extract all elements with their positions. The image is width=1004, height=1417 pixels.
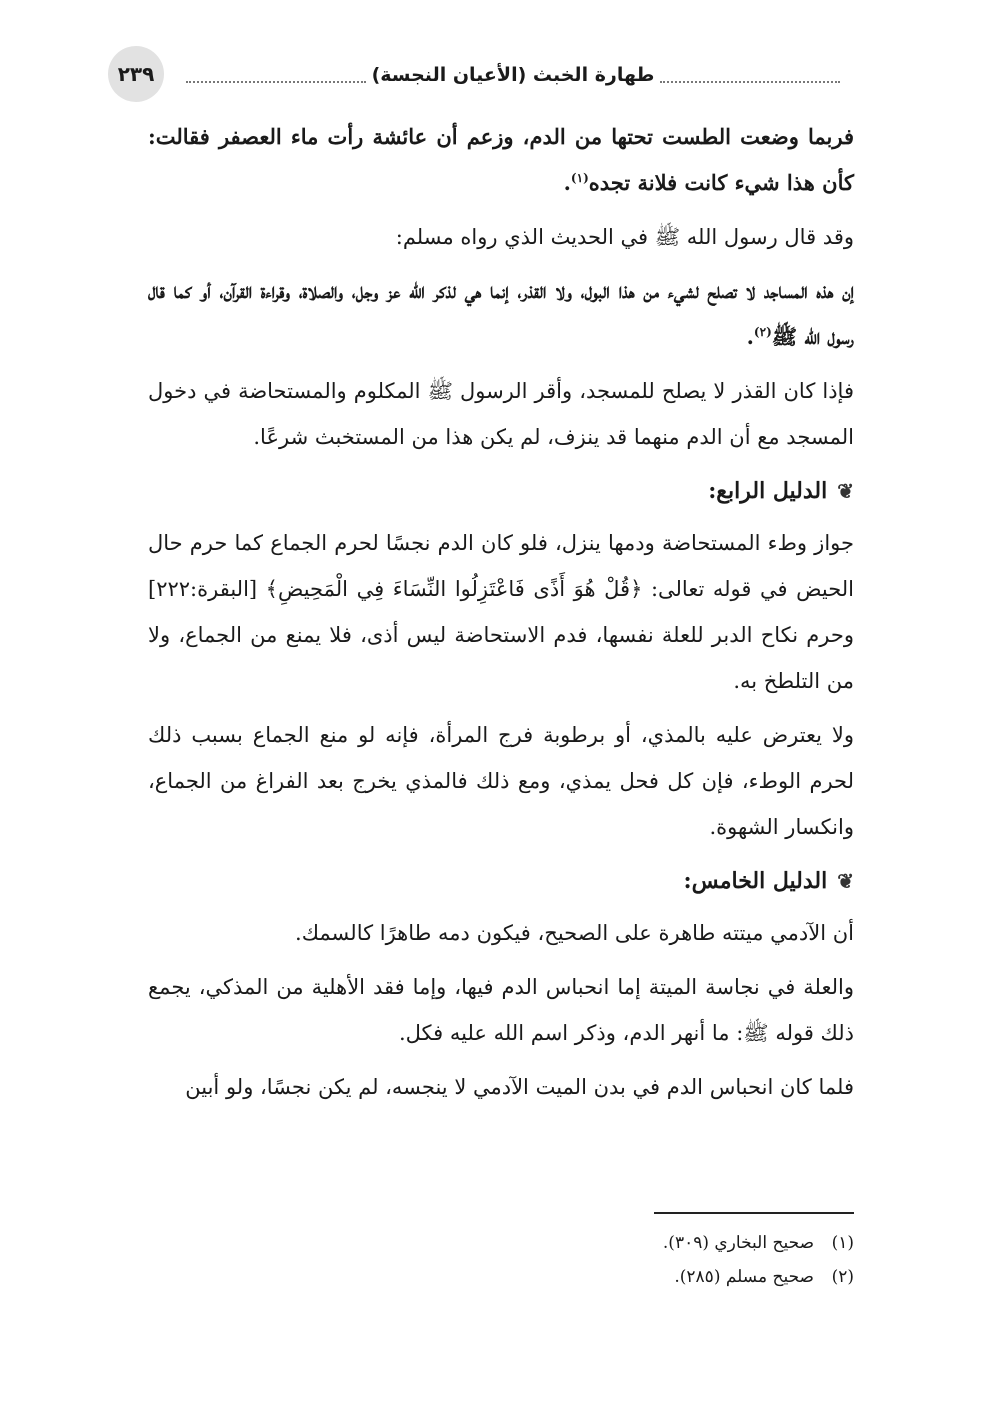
footnote-1-text: صحيح البخاري (٣٠٩). bbox=[662, 1233, 814, 1253]
footnote-2-number: (٢) bbox=[831, 1267, 854, 1287]
paragraph-1 bbox=[148, 114, 854, 206]
heading-fourth-evidence-text: الدليل الرابع: bbox=[708, 478, 828, 504]
running-header bbox=[180, 60, 846, 90]
paragraph-2: وقد قال رسول الله ﷺ في الحديث الذي رواه مسلم: bbox=[395, 225, 854, 249]
paragraph-5: جواز وطء المستحاضة ودمها ينزل، فلو كان الدم نجسًا لحرم الجماع كما حرم حال الحيض في قوله تعالى: ﴿قُلْ هُوَ أَذًى فَاعْتَزِلُوا النِّسَاءَ فِي الْمَحِيضِ﴾ [البقرة:٢٢٢] وحرم نكاح الدبر للعلة نفسها، فدم الاستحاضة ليس أذى، فلا يمنع من الجماع، ولا من التلطخ به. bbox=[148, 531, 854, 693]
hadith-text: إن هذه المساجد لا تصلح لشيء من هذا البول، ولا القذر، إنما هي لذكر الله عز وجل، والصلاة، وقراءة القرآن، أو كما قال رسول الله ﷺ bbox=[148, 278, 854, 349]
hadith-quote bbox=[148, 268, 854, 360]
paragraph-9: فلما كان انحباس الدم في بدن الميت الآدمي لا ينجسه، لم يكن نجسًا، ولو أبين bbox=[185, 1075, 854, 1099]
leaf-marker-icon: ❦ bbox=[837, 869, 854, 893]
heading-fifth-evidence bbox=[148, 858, 854, 904]
header-dots-right bbox=[660, 67, 840, 83]
footnote-1-number: (١) bbox=[831, 1233, 854, 1253]
footnote-1 bbox=[148, 1226, 854, 1260]
footnote-ref-1[interactable]: (١) bbox=[570, 171, 589, 185]
paragraph-6: ولا يعترض عليه بالمذي، أو برطوبة فرج المرأة، فإنه لو منع الجماع بسبب ذلك لحرم الوطء، فإن كل فحل يمذي، ومع ذلك فالمذي يخرج بعد الفراغ من الجماع، وانكسار الشهوة. bbox=[148, 723, 854, 839]
page-number: ٢٣٩ bbox=[108, 46, 164, 102]
hadith-end: . bbox=[746, 324, 754, 349]
heading-fourth-evidence bbox=[148, 468, 854, 514]
paragraph-7: أن الآدمي ميتته طاهرة على الصحيح، فيكون دمه طاهرًا كالسمك. bbox=[295, 921, 854, 945]
paragraph-1-end: . bbox=[563, 170, 571, 195]
footnote-2-text: صحيح مسلم (٢٨٥). bbox=[674, 1267, 814, 1287]
heading-fifth-evidence-text: الدليل الخامس: bbox=[683, 868, 828, 894]
body-text bbox=[148, 114, 854, 1118]
footnote-2 bbox=[148, 1260, 854, 1294]
header-dots-left bbox=[186, 67, 366, 83]
paragraph-4: فإذا كان القذر لا يصلح للمسجد، وأقر الرسول ﷺ المكلوم والمستحاضة في دخول المسجد مع أن الدم منهما قد ينزف، لم يكن هذا من المستخبث شرعًا. bbox=[148, 379, 854, 449]
leaf-marker-icon: ❦ bbox=[837, 479, 854, 503]
header-title: طهارة الخبث (الأعيان النجسة) bbox=[371, 64, 655, 86]
paragraph-1-text: فربما وضعت الطست تحتها من الدم، وزعم أن عائشة رأت ماء العصفر فقالت: كأن هذا شيء كانت فلانة تجده bbox=[148, 124, 854, 195]
footnotes bbox=[148, 1212, 854, 1294]
paragraph-8: والعلة في نجاسة الميتة إما انحباس الدم فيها، وإما فقد الأهلية من المذكي، يجمع ذلك قوله ﷺ: ما أنهر الدم، وذكر اسم الله عليه فكل. bbox=[148, 975, 854, 1045]
footnote-ref-2[interactable]: (٢) bbox=[753, 325, 772, 339]
footnote-separator bbox=[654, 1212, 854, 1214]
